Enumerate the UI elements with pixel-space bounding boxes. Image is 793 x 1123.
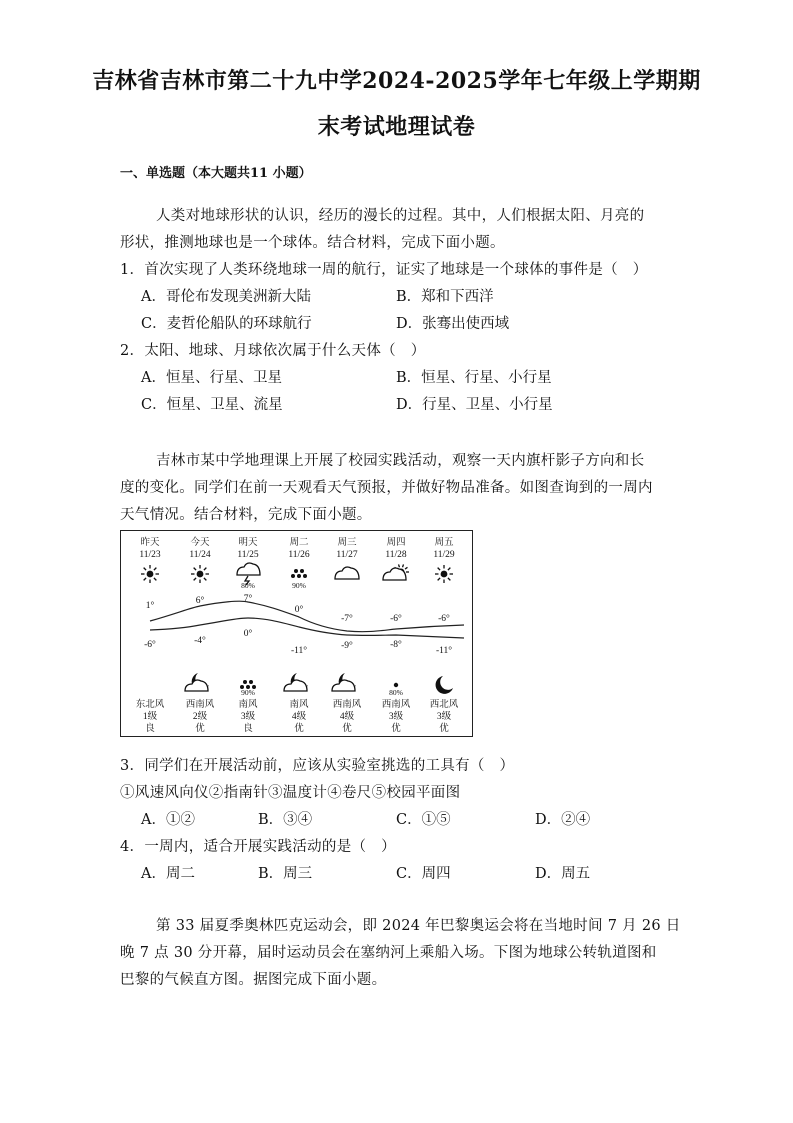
question-1-option-d: D．张骞出使西域 [396, 316, 510, 332]
low-temp-label: -4° [194, 636, 206, 646]
passage-2-line-3: 天气情况。结合材料，完成下面小题。 [120, 507, 372, 523]
low-temp-label: -8° [390, 640, 402, 650]
air-quality: 优 [342, 724, 352, 734]
question-4-option-c: C．周四 [396, 866, 451, 882]
high-temp-label: 0° [294, 605, 304, 615]
question-2-stem: 2．太阳、地球、月球依次属于什么天体（ ） [120, 343, 426, 359]
high-temp-label: 7° [243, 594, 253, 604]
question-4-option-b: B．周三 [258, 866, 313, 882]
air-quality: 良 [145, 724, 155, 734]
sun-icon [191, 565, 209, 583]
night-precip-chance: 80% [389, 688, 403, 697]
question-3-option-c: C．①⑤ [396, 812, 451, 828]
forecast-date: 11/24 [189, 550, 211, 560]
question-3-stem: 3．同学们在开展活动前，应该从实验室挑选的工具有（ ） [120, 758, 515, 774]
forecast-date: 11/23 [139, 550, 161, 560]
forecast-day-name: 昨天 [140, 538, 160, 548]
forecast-day-name: 周二 [289, 538, 309, 548]
passage-1-line-1: 人类对地球形状的认识，经历的漫长的过程。其中，人们根据太阳、月亮的 [156, 208, 645, 224]
wind-direction: 西南风 [332, 700, 362, 710]
passage-2-line-2: 度的变化。同学们在前一天观看天气预报，并做好物品准备。如图查询到的一周内 [120, 480, 653, 496]
precip-chance: 90% [292, 581, 306, 590]
low-temp-label: 0° [243, 629, 253, 639]
sun-icon [435, 565, 453, 583]
forecast-day-name: 周四 [386, 538, 406, 548]
question-1-stem: 1．首次实现了人类环绕地球一周的航行，证实了地球是一个球体的事件是（ ） [120, 262, 648, 278]
document-title-line1: 吉林省吉林市第二十九中学2024-2025学年七年级上学期期 [92, 68, 701, 94]
air-quality: 优 [294, 724, 304, 734]
high-temp-label: 1° [145, 601, 155, 611]
wind-level: 3级 [436, 712, 452, 722]
wind-direction: 南风 [289, 700, 309, 710]
passage-3-line-3: 巴黎的气候直方图。据图完成下面小题。 [120, 972, 387, 988]
forecast-date: 11/25 [237, 550, 259, 560]
air-quality: 良 [243, 724, 253, 734]
high-temp-label: -6° [438, 614, 450, 624]
low-temp-label: -6° [144, 640, 156, 650]
wind-direction: 西北风 [429, 700, 459, 710]
precip-chance: 80% [241, 581, 255, 590]
wind-direction: 西南风 [381, 700, 411, 710]
air-quality: 优 [439, 724, 449, 734]
forecast-day-name: 周五 [434, 538, 454, 548]
question-2-option-a: A．恒星、行星、卫星 [141, 370, 282, 386]
question-4-stem: 4．一周内，适合开展实践活动的是（ ） [120, 839, 396, 855]
question-4-option-d: D．周五 [535, 866, 591, 882]
question-4-option-a: A．周二 [141, 866, 195, 882]
wind-level: 4级 [339, 712, 355, 722]
question-3-items: ①风速风向仪②指南针③温度计④卷尺⑤校园平面图 [120, 785, 461, 801]
low-temp-label: -9° [341, 641, 353, 651]
question-2-option-b: B．恒星、行星、小行星 [396, 370, 552, 386]
high-temp-label: -6° [390, 614, 402, 624]
wind-direction: 东北风 [135, 700, 165, 710]
forecast-date: 11/29 [433, 550, 455, 560]
night-precip-chance: 90% [241, 688, 255, 697]
question-1-option-c: C．麦哲伦船队的环球航行 [141, 316, 312, 332]
passage-1-line-2: 形状，推测地球也是一个球体。结合材料，完成下面小题。 [120, 235, 505, 251]
question-1-option-b: B．郑和下西洋 [396, 289, 494, 305]
passage-3-line-1: 第 33 届夏季奥林匹克运动会，即 2024 年巴黎奥运会将在当地时间 7 月 26 日 [156, 918, 681, 934]
question-2-option-d: D．行星、卫星、小行星 [396, 397, 553, 413]
high-temp-label: -7° [341, 614, 353, 624]
wind-level: 3级 [388, 712, 404, 722]
wind-level: 4级 [291, 712, 307, 722]
sun-icon [141, 565, 159, 583]
wind-direction: 南风 [238, 700, 258, 710]
forecast-day-name: 周三 [337, 538, 357, 548]
low-temp-label: -11° [435, 646, 453, 656]
forecast-date: 11/27 [336, 550, 358, 560]
question-2-option-c: C．恒星、卫星、流星 [141, 397, 283, 413]
wind-level: 1级 [142, 712, 158, 722]
snow-light-icon [394, 683, 398, 687]
wind-direction: 西南风 [185, 700, 215, 710]
forecast-date: 11/28 [385, 550, 407, 560]
wind-level: 2级 [192, 712, 208, 722]
air-quality: 优 [195, 724, 205, 734]
passage-3-line-2: 晚 7 点 30 分开幕，届时运动员会在塞纳河上乘船入场。下图为地球公转轨道图和 [120, 945, 657, 961]
low-temp-label: -11° [290, 646, 308, 656]
high-temp-label: 6° [195, 596, 205, 606]
question-3-option-a: A．①② [141, 812, 195, 828]
forecast-day-name: 明天 [238, 538, 258, 548]
weather-forecast-figure [120, 530, 473, 737]
section-heading: 一、单选题（本大题共11 小题） [120, 166, 312, 181]
question-3-option-d: D．②④ [535, 812, 591, 828]
passage-2-line-1: 吉林市某中学地理课上开展了校园实践活动，观察一天内旗杆影子方向和长 [156, 453, 645, 469]
air-quality: 优 [391, 724, 401, 734]
question-3-option-b: B．③④ [258, 812, 313, 828]
forecast-date: 11/26 [288, 550, 310, 560]
document-title-line2: 末考试地理试卷 [317, 114, 476, 140]
question-1-option-a: A．哥伦布发现美洲新大陆 [141, 289, 311, 305]
forecast-day-name: 今天 [190, 538, 210, 548]
wind-level: 3级 [240, 712, 256, 722]
